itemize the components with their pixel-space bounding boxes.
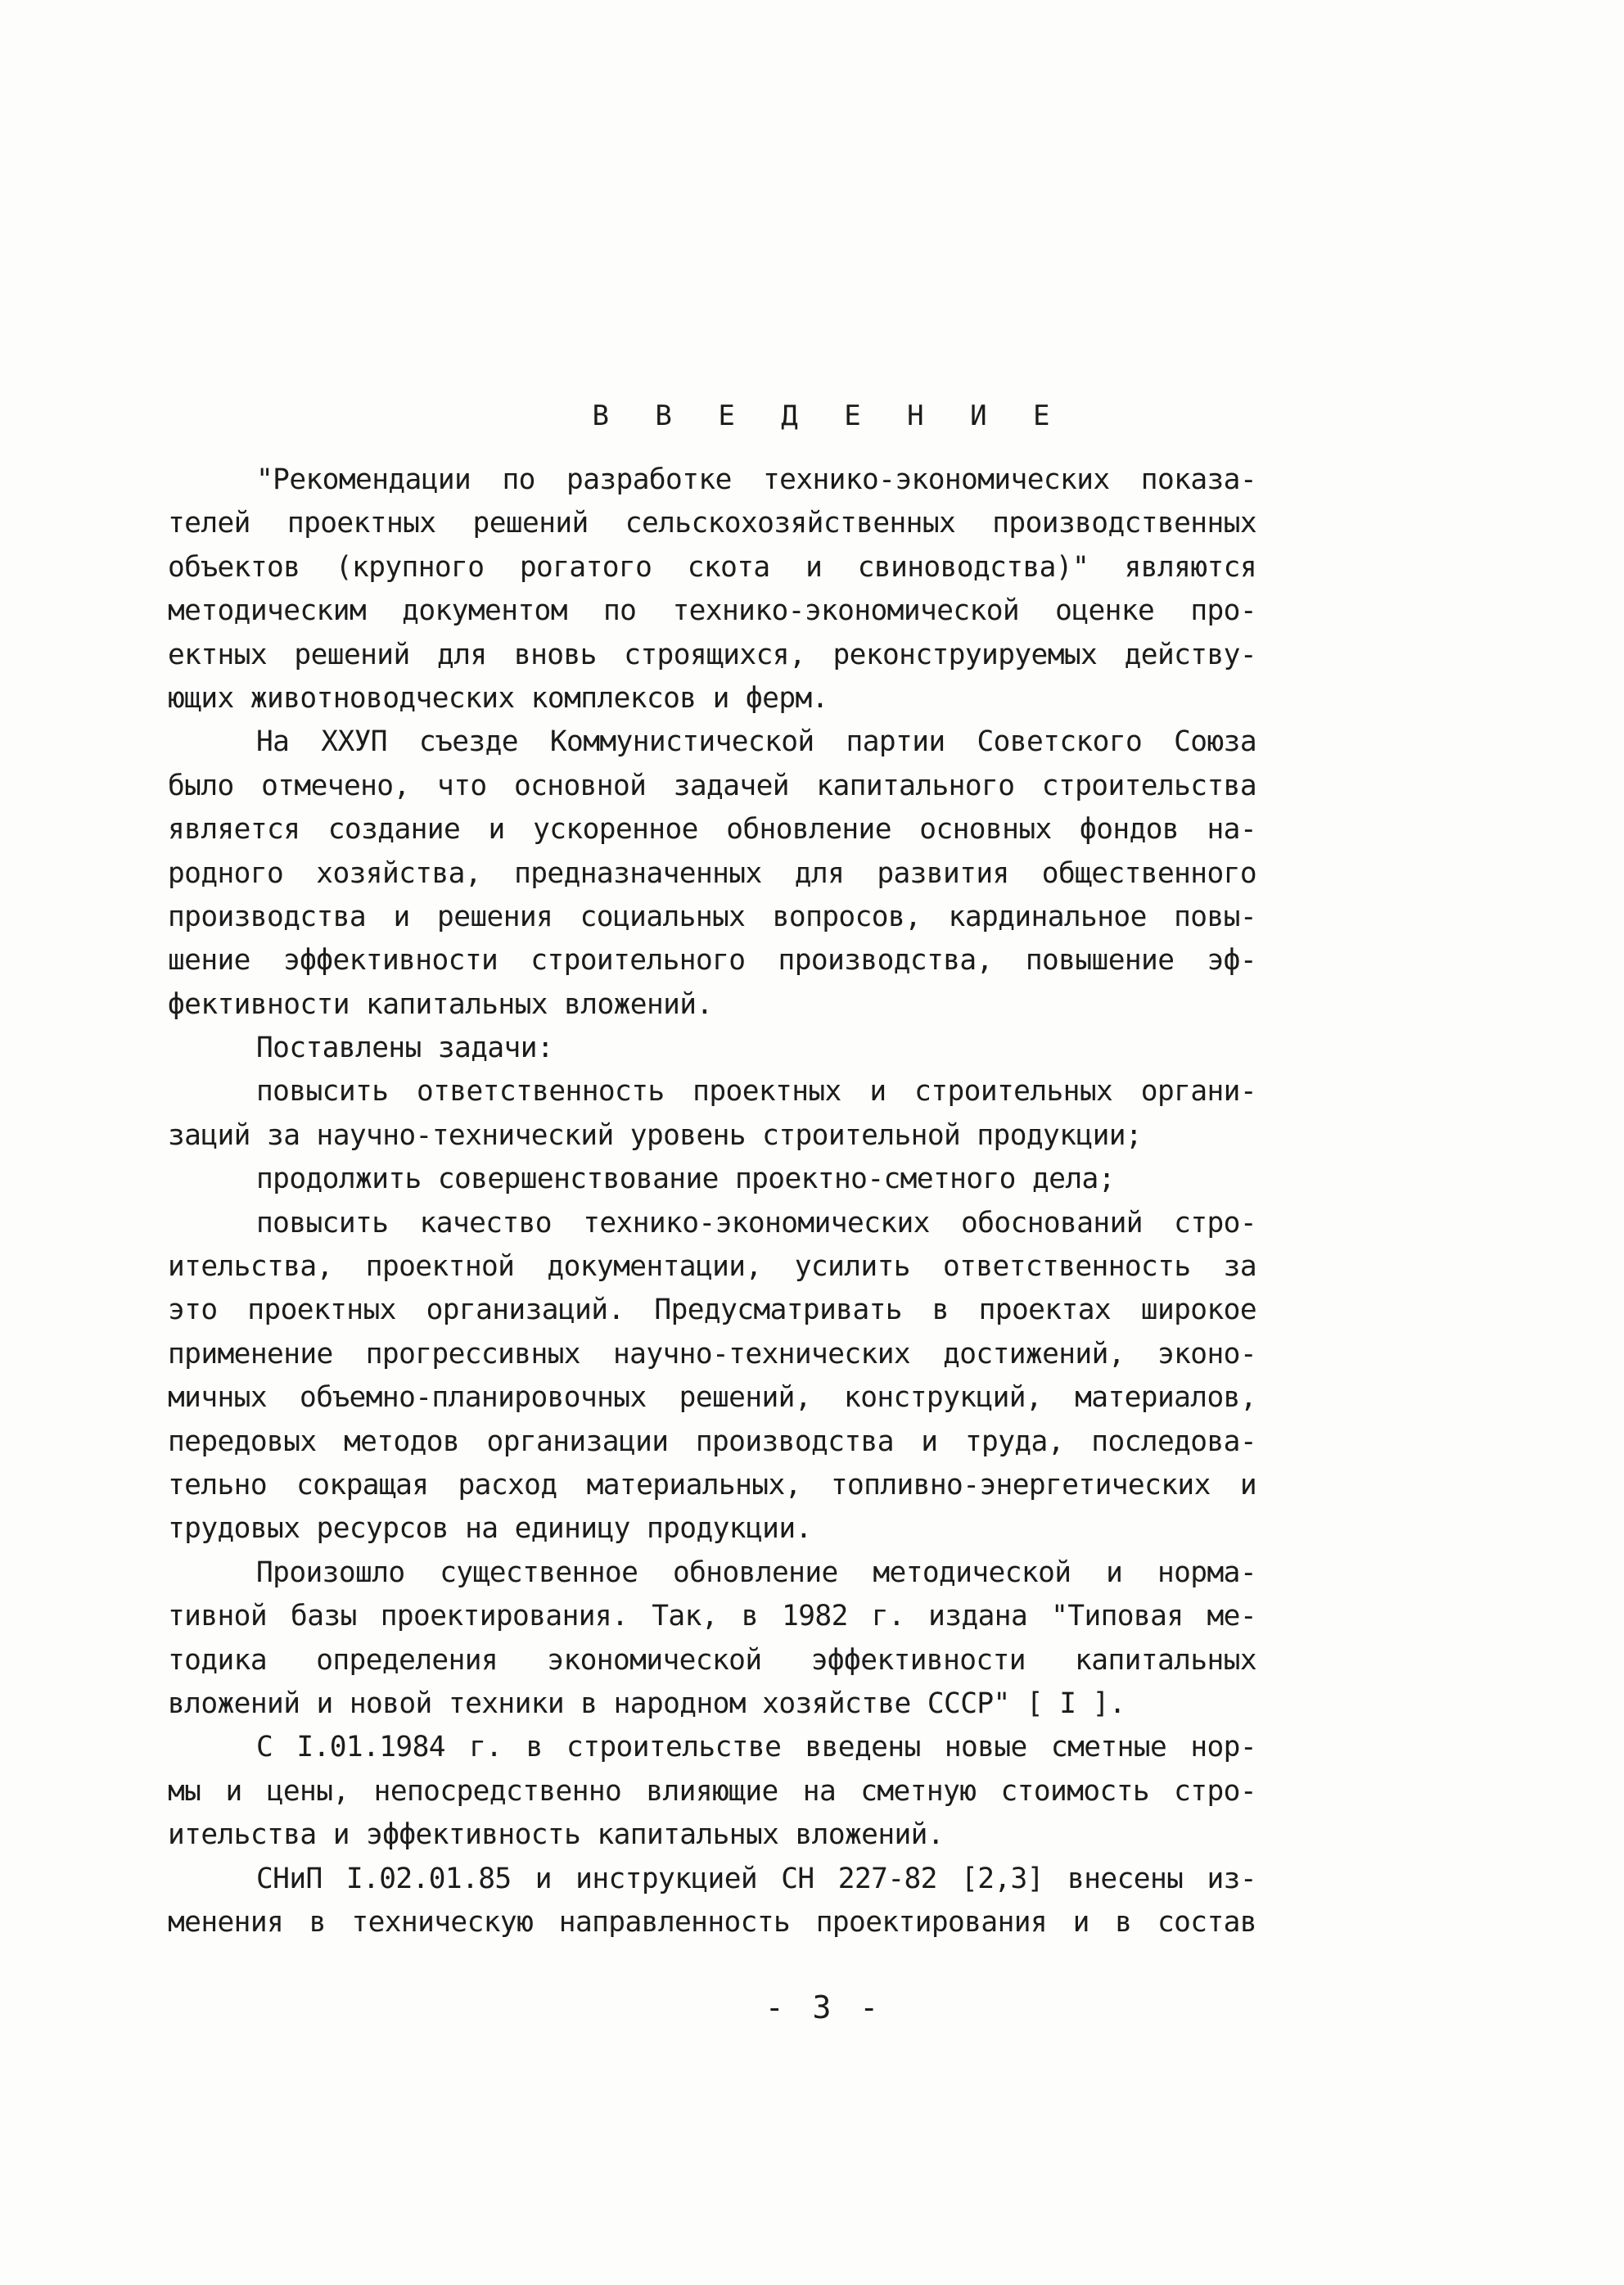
text-line: применение прогрессивных научно-технических достижений, эконо-: [168, 1337, 1256, 1371]
text-line: производства и решения социальных вопросов, кардинальное повы-: [168, 900, 1256, 933]
text-line: С I.01.1984 г. в строительстве введены новые сметные нор-: [256, 1731, 1256, 1764]
text-line: телей проектных решений сельскохозяйственных производственных: [168, 507, 1256, 540]
section-heading: В В Е Д Е Н И Е: [592, 400, 1065, 432]
text-line: ектных решений для вновь строящихся, реконструируемых действу-: [168, 638, 1256, 671]
text-line: повысить ответственность проектных и строительных органи-: [256, 1075, 1256, 1109]
text-line: мичных объемно-планировочных решений, конструкций, материалов,: [168, 1381, 1256, 1415]
body-text: [168, 458, 1256, 1944]
text-line: тодика определения экономической эффективности капитальных: [168, 1643, 1256, 1677]
text-line: трудовых ресурсов на единицу продукции.: [168, 1512, 812, 1546]
text-line: является создание и ускоренное обновление основных фондов на-: [168, 813, 1256, 847]
text-line: мы и цены, непосредственно влияющие на сметную стоимость стро-: [168, 1774, 1256, 1808]
text-line: ющих животноводческих комплексов и ферм.: [168, 681, 828, 715]
text-line: это проектных организаций. Предусматривать в проектах широкое: [168, 1294, 1256, 1327]
page-number: - 3 -: [765, 1989, 884, 2025]
text-line: вложений и новой техники в народном хозяйстве СССР" [ I ].: [168, 1687, 1126, 1720]
text-line: тивной базы проектирования. Так, в 1982 г. издана "Типовая ме-: [168, 1600, 1256, 1633]
text-line: менения в техническую направленность проектирования и в состав: [168, 1905, 1256, 1939]
text-line: СНиП I.02.01.85 и инструкцией СН 227-82 [2,3] внесены из-: [256, 1862, 1256, 1895]
text-line: фективности капитальных вложений.: [168, 987, 713, 1021]
text-line: тельно сокращая расход материальных, топливно-энергетических и: [168, 1468, 1256, 1502]
text-line: Произошло существенное обновление методической и норма-: [256, 1556, 1256, 1589]
text-line: ительства и эффективность капитальных вложений.: [168, 1818, 945, 1852]
text-line: было отмечено, что основной задачей капитального строительства: [168, 769, 1256, 802]
text-line: "Рекомендации по разработке технико-экономических показа-: [256, 463, 1256, 496]
text-line: На ХХУП съезде Коммунистической партии Советского Союза: [256, 725, 1256, 759]
text-line: методическим документом по технико-экономической оценке про-: [168, 594, 1256, 628]
text-line: ительства, проектной документации, усилить ответственность за: [168, 1250, 1256, 1284]
text-line: заций за научно-технический уровень строительной продукции;: [168, 1118, 1143, 1152]
text-line: родного хозяйства, предназначенных для развития общественного: [168, 856, 1256, 890]
text-line: объектов (крупного рогатого скота и свиноводства)" являются: [168, 550, 1256, 584]
text-line: повысить качество технико-экономических обоснований стро-: [256, 1206, 1256, 1240]
text-line: Поставлены задачи:: [256, 1032, 554, 1065]
text-line: передовых методов организации производства и труда, последова-: [168, 1425, 1256, 1458]
text-line: шение эффективности строительного производства, повышение эф-: [168, 944, 1256, 978]
text-line: продолжить совершенствование проектно-сметного дела;: [256, 1163, 1115, 1196]
